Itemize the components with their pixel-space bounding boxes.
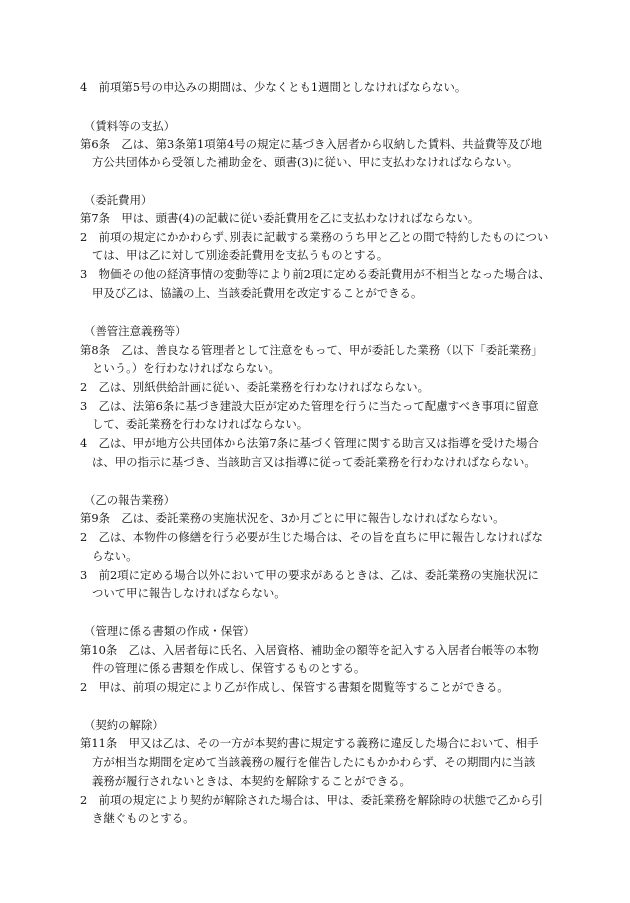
article-heading: （善管注意義務等） [84, 324, 187, 338]
article-heading: （賃料等の支払） [84, 119, 176, 133]
article-heading: （管理に係る書類の作成・保管） [84, 624, 255, 638]
article-heading: （委託費用） [84, 193, 153, 207]
document-page: 4 前項第5号の申込みの期間は、少なくとも1週間としなければならない。 （賃料等の支払） 第6条 乙は、第3条第1項第4号の規定に基づき入居者から収納した賃料、共益費等及び地 方公共団体から受領した補助金を、頭書(3)に従い、甲に支払わなければならない。 （委託費用） 第7条 甲は、頭書(4)の記載に従い委託費用を乙に支払わなければならない。 2 前項の規定にかかわらず､別表に記載する業務のうち甲と乙との間で特約したものについ ては、甲は乙に対して別途委託費用を支払うものとする。 3 物価その他の経済事情の変動等により前2項に定める委託費用が不相当となった場合は、 甲及び乙は、協議の上、当該委託費用を改定することができる。 （善管注意義務等） 第8条 乙は、善良なる管理者として注意をもって、甲が委託した業務（以下「委託業務」 という。）を行わなければならない。 2 乙は、別紙供給計画に従い、委託業務を行わなければならない。 3 乙は、法第6条に基づき建設大臣が定めた管理を行うに当たって配慮すべき事項に留意 して、委託業務を行わなければならない。 4 乙は、甲が地方公共団体から法第7条に基づく管理に関する助言又は指導を受けた場合 は、甲の指示に基づき、当該助言又は指導に従って委託業務を行わなければならない。 （乙の報告業務） 第9条 乙は、委託業務の実施状況を、3か月ごとに甲に報告しなければならない。 2 乙は、本物件の修繕を行う必要が生じた場合は、その旨を直ちに甲に報告しなければな らない。 3 前2項に定める場合以外において甲の要求があるときは、乙は、委託業務の実施状況に ついて甲に報告しなければならない。 （管理に係る書類の作成・保管） 第10条 乙は、入居者毎に氏名、入居資格、補助金の額等を記入する入居者台帳等の本物 件の管理に係る書類を作成し、保管するものとする。 2 甲は、前項の規定により乙が作成し、保管する書類を閲覧等することができる。 （契約の解除） 第11条 甲又は乙は、その一方が本契約書に規定する義務に違反した場合において、相手 方が相当な期間を定めて当該義務の履行を催告したにもかかわらず、その期間内に当該 義務が履行されないときは、本契約を解除することができる。 2 前項の規定により契約が解除された場合は、甲は、委託業務を解除時の状態で乙から引 き継ぐものとする。 [80, 80, 551, 825]
article-heading: （乙の報告業務） [84, 493, 176, 507]
article-heading: （契約の解除） [84, 718, 164, 732]
